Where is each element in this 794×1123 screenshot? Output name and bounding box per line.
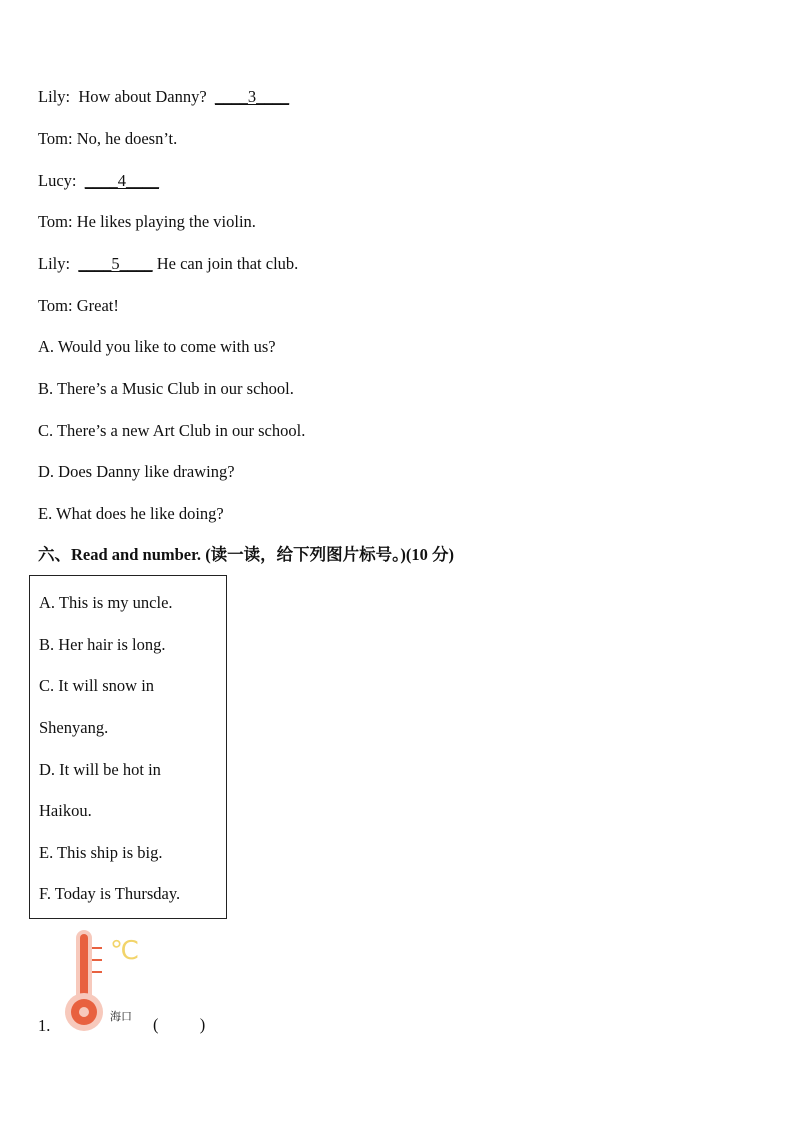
speaker: Tom: (38, 296, 73, 315)
section-number: 六、 (38, 545, 71, 564)
box-line-d-cont: Haikou. (39, 801, 92, 820)
question-1-number: 1. (38, 1016, 51, 1035)
box-line-a: A. This is my uncle. (39, 593, 173, 612)
choice-c: C. There’s a new Art Club in our school. (38, 421, 306, 440)
dialogue-text: No, he doesn’t. (76, 129, 178, 148)
box-line-b: B. Her hair is long. (39, 635, 166, 654)
dialogue-text: He can join that club. (156, 254, 299, 273)
dialogue-line-2 (38, 129, 177, 149)
dialogue-text: How about Danny? (78, 87, 207, 106)
speaker: Tom: (38, 212, 73, 231)
dialogue-line-4 (38, 212, 256, 232)
dialogue-line-6 (38, 296, 119, 316)
celsius-label: ℃ (110, 936, 140, 966)
section-title: Read and number. (71, 545, 202, 564)
dialogue-text: Great! (76, 296, 119, 315)
speaker: Lucy: (38, 171, 77, 190)
city-label: 海口 (110, 1010, 132, 1023)
choice-b: B. There’s a Music Club in our school. (38, 379, 294, 398)
answer-blank-3[interactable]: ____3____ (214, 87, 290, 106)
box-line-d: D. It will be hot in (39, 760, 161, 779)
answer-blank-4[interactable]: ____4____ (84, 171, 159, 190)
answer-parentheses[interactable]: ( ) (153, 1015, 206, 1034)
dialogue-line-5 (38, 254, 298, 274)
choice-d: D. Does Danny like drawing? (38, 462, 235, 481)
dialogue-text: He likes playing the violin. (76, 212, 256, 231)
choice-a: A. Would you like to come with us? (38, 337, 276, 356)
thermometer-picture (60, 926, 142, 1038)
speaker: Lily: (38, 87, 71, 106)
section-instruction: (读一读，给下列图片标号。)(10 分) (205, 545, 455, 564)
options-box (29, 575, 227, 919)
speaker: Lily: (38, 254, 71, 273)
dialogue-line-3 (38, 171, 159, 191)
section-6-heading (38, 545, 454, 565)
answer-blank-5[interactable]: ____5____ (78, 254, 153, 273)
box-line-c: C. It will snow in (39, 676, 155, 695)
speaker: Tom: (38, 129, 73, 148)
box-line-c-cont: Shenyang. (39, 718, 109, 737)
box-line-f: F. Today is Thursday. (39, 884, 181, 903)
box-line-e: E. This ship is big. (39, 843, 163, 862)
dialogue-line-1 (38, 87, 289, 107)
choice-e: E. What does he like doing? (38, 504, 224, 523)
